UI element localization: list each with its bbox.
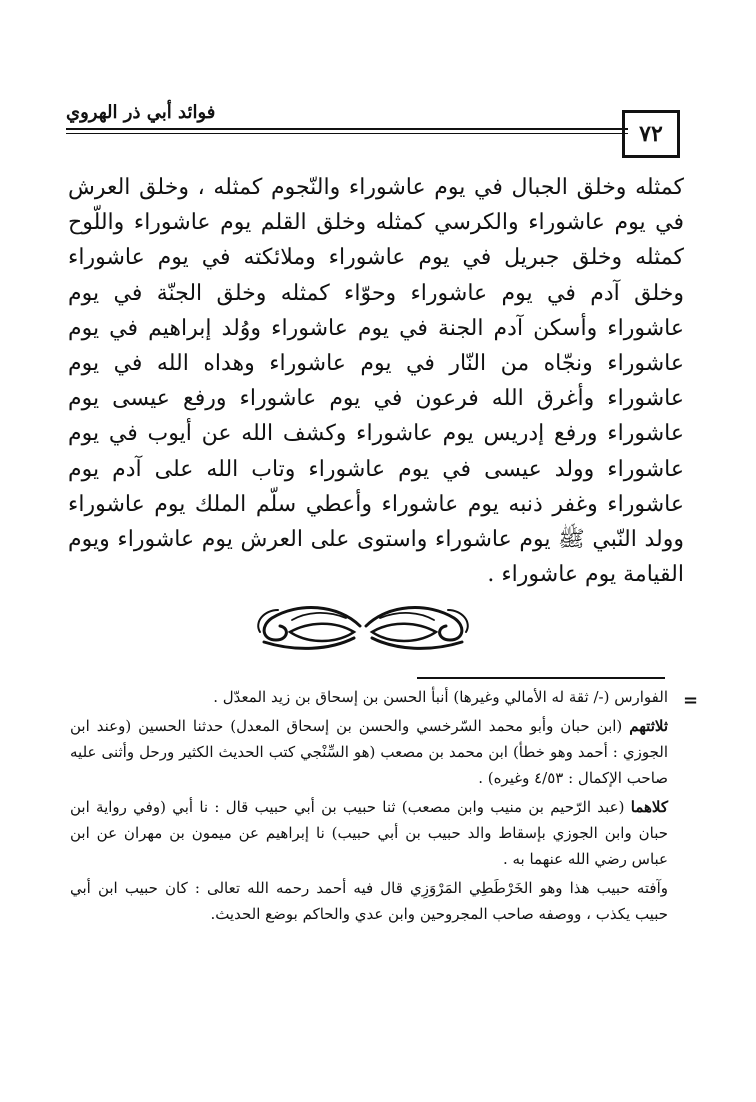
header-rule-thick: [66, 128, 628, 130]
footnote-continuation-marker: =: [683, 690, 699, 711]
footnote-separator: [417, 677, 665, 679]
page-number: ٧٢: [639, 121, 663, 147]
footnote-paragraph: [70, 713, 668, 791]
footnote-paragraph: [70, 684, 668, 710]
page-number-box: [622, 110, 680, 158]
page-header: [66, 92, 686, 172]
footnote-paragraph: [70, 794, 668, 872]
footnote-lead: ثلاثتهم: [629, 717, 668, 735]
footnote-text: الفوارس (-/ ثقة له الأمالي وغيرها) أنبأ الحسن بن إسحاق بن زيد المعدّل .: [213, 688, 668, 706]
running-title: فوائد أبي ذر الهروي: [66, 102, 216, 123]
footnote-paragraph: [70, 875, 668, 927]
footnote-text: (عبد الرّحيم بن منيب وابن مصعب) ثنا حبيب بن أبي حبيب قال : نا أبي (وفي رواية ابن حبان وابن الجوزي بإسقاط والد حبيب بن أبي حبيب) نا إبراهيم عن ميمون بن مهران عن ابن عباس رضي الله عنهما به .: [70, 798, 668, 868]
footnote-text: وآفته حبيب هذا وهو الخَرْطَطِي المَرْوَزِي قال فيه أحمد رحمه الله تعالى : كان حبيب ابن أبي حبيب يكذب ، ووصفه صاحب المجروحين وابن عدي والحاكم بوضع الحديث.: [70, 879, 668, 923]
ornament-divider-icon: [250, 596, 476, 654]
main-paragraph: كمثله وخلق الجبال في يوم عاشوراء والنّجوم كمثله ، وخلق العرش في يوم عاشوراء والكرسي كمثله وخلق القلم يوم عاشوراء واللّوح كمثله وخلق جبريل في يوم عاشوراء وملائكته في يوم عاشوراء وخلق آدم في يوم عاشوراء وحوّاء كمثله وخلق الجنّة في يوم عاشوراء وأسكن آدم الجنة في يوم عاشوراء ووُلد إبراهيم في يوم عاشوراء ونجّاه من النّار في يوم عاشوراء وهداه الله في يوم عاشوراء وأغرق الله فرعون في يوم عاشوراء ورفع عيسى يوم عاشوراء ورفع إدريس يوم عاشوراء وكشف الله عن أيوب في يوم عاشوراء وولد عيسى في يوم عاشوراء وتاب الله على آدم يوم عاشوراء وغفر ذنبه يوم عاشوراء وأعطي سلّم الملك يوم عاشوراء وولد النّبي ﷺ يوم عاشوراء واستوى على العرش يوم عاشوراء ويوم القيامة يوم عاشوراء .: [68, 175, 684, 588]
main-text-block: [68, 170, 684, 592]
footnotes-block: [70, 684, 668, 930]
header-rule-thin: [66, 133, 628, 134]
footnote-lead: كلاهما: [630, 798, 668, 816]
footnote-text: (ابن حبان وأبو محمد السّرخسي والحسن بن إسحاق المعدل) حدثنا الحسين (وعند ابن الجوزي : أحمد وهو خطأ) ابن محمد بن مصعب (هو السِّنْجي كتب الحديث الكثير ورحل وأثنى عليه صاحب الإكمال : ٤/٥٣ وغيره) .: [70, 717, 668, 787]
